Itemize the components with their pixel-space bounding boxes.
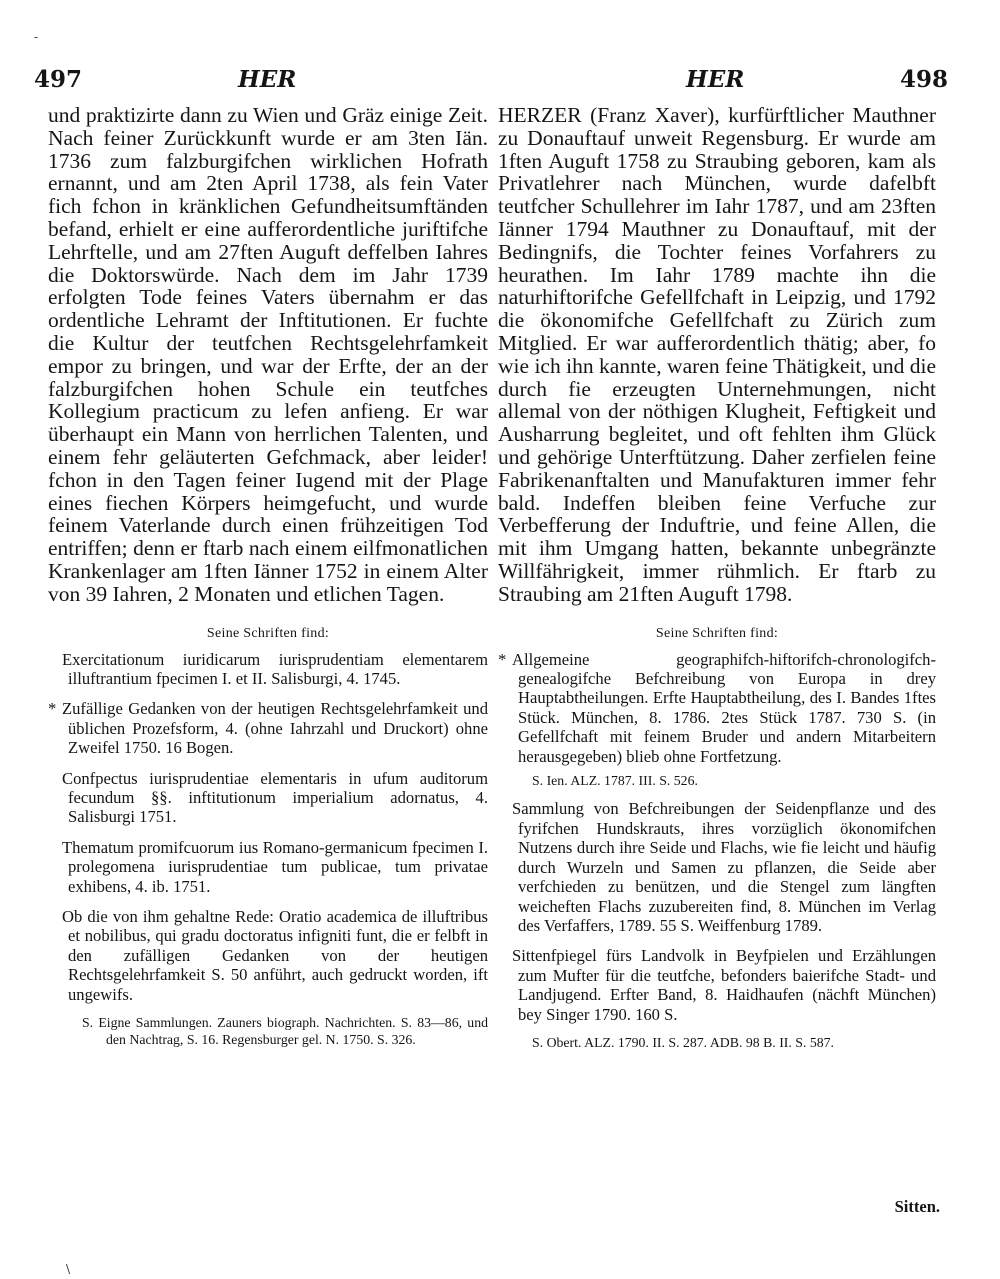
right-body-paragraph: HERZER (Franz Xaver), kurfürftlicher Mauthner zu Donauftauf unweit Regensburg. Er wurde am 1ften Auguft 1758 zu Straubing geboren, kam als Privatlehrer nach München, wurde dafelbft teutfcher Schullehrer im Iahr 1787, und am 23ften Iänner 1794 Mauthner zu Donauftauf, mit der Bedingnifs, die Tochter feines Vorfahrers zu heurathen. Im Iahr 1789 machte ihn die naturhiftorifche Gefellfchaft in Leipzig, und 1792 die ökonomifche Gefellfchaft zu Zürich zum Mitglied. Er war aufferordentlich thätig; aber, fo wie ich ihn kannte, waren feine Thätigkeit, und die durch fie erzeugten Unternehmungen, nicht allemal von der nöthigen Klugheit, Feftigkeit und Ausharrung begleitet, und oft fehlten ihm Glück und gehörige Unterftützung. Daher zerfielen feine Fabrikenanftalten und Manufakturen immer fehr bald. Indeffen bleiben feine Verfuche zur Verbefferung der Induftrie, und feine Allen, die mit ihm Umgang hatten, bekannte unbegränzte Willfährigkeit, immer rühmlich. Er ftarb zu Straubing am 21ften Auguft 1798. xyxy=(498,103,936,606)
running-head-right: HER xyxy=(686,66,745,93)
right-entry-3: Sittenfpiegel fürs Landvolk in Beyfpielen und Erzählungen zum Mufter für die teutfche, befonders baierifche Stadt- und Landjugend. Erfter Band, 8. Haidhaufen (nächft München) bey Singer 1790. 160 S. xyxy=(512,946,936,1024)
left-entry-5: Ob die von ihm gehaltne Rede: Oratio academica de illuftribus et nobilibus, qui gradu doctoratus infigniti funt, die er felbft in den zufälligen Gedanken von der heutigen Rechtsgelehrfamkeit S. 50 anführt, auch gedruckt worden, ift ungewifs. xyxy=(62,907,488,1004)
catchword: Sitten. xyxy=(894,1197,940,1216)
left-entry-1: Exercitationum iuridicarum iurisprudentiam elementarem illuftrantium fpecimen I. et II. Salisburgi, 4. 1745. xyxy=(62,649,488,688)
left-entry-3: Confpectus iurisprudentiae elementaris in ufum auditorum fecundum §§. inftitutionum imperialium adornatus, 4. Salisburgi 1751. xyxy=(62,768,488,827)
right-column xyxy=(498,104,936,1051)
page-number-right: 498 xyxy=(900,66,949,93)
scan-speck: - xyxy=(34,30,39,44)
right-entry-1: * Allgemeine geographifch-hiftorifch-chronologifch-genealogifche Befchreibung von Europa in drey Hauptabtheilungen. Erfte Hauptabtheilung, des I. Bandes 1ftes Stück. München, 8. 1786. 2tes Stück 1787. 730 S. (in Gefellfchaft mit feinem Bruder und andern Mitarbeitern herausgegeben) blieb ohne Fortfetzung. xyxy=(498,649,936,766)
left-column xyxy=(48,104,488,1048)
page-number-left: 497 xyxy=(34,66,83,93)
right-writings-heading: Seine Schriften find: xyxy=(655,625,779,641)
left-entry-4: Thematum promifcuorum ius Romano-germanicum fpecimen I. prolegomena iurisprudentiae tum publicae, tum privatae exhibens, 4. ib. 1751. xyxy=(62,837,488,896)
left-body-paragraph: und praktizirte dann zu Wien und Gräz einige Zeit. Nach feiner Zurückkunft wurde er am 3ten Iän. 1736 zum falzburgifchen wirklichen Hofrath ernannt, und am 2ten April 1738, als fein Vater fich fchon in kränklichen Gefundheitsumftänden befand, erhielt er eine aufferordentliche juriftifche Lehrftelle, und am 27ften Auguft deffelben Iahres die Doktorswürde. Nach dem im Jahr 1739 erfolgten Tode feines Vaters übernahm er das ordentliche Lehramt der Inftitutionen. Er fuchte die Kultur der teutfchen Rechtsgelehrfamkeit empor zu bringen, und war der Erfte, der an der falzburgifchen hohen Schule ein teutfches Kollegium practicum zu lefen anfieng. Er war überhaupt ein Mann von herrlichen Talenten, und einem fehr geläuterten Gefchmack, aber leider! fchon in den Tagen feiner Iugend mit der Plage eines fiechen Körpers heimgefucht, und wurde feinem Vaterlande durch einen frühzeitigen Tod entriffen; denn er ftarb nach einem eilfmonatlichen Krankenlager am 1ften Iänner 1752 in einem Alter von 39 Iahren, 2 Monaten und etlichen Tagen. xyxy=(48,103,488,606)
left-entry-2: * Zufällige Gedanken von der heutigen Rechtsgelehrfamkeit und üblichen Prozefsform, 4. (ohne Iahrzahl und Druckort) ohne Zweifel 1750. 16 Bogen. xyxy=(48,699,488,758)
right-reference-1: S. Ien. ALZ. 1787. III. S. 526. xyxy=(532,772,698,788)
scan-speck-bottom: \ xyxy=(66,1262,71,1276)
right-entry-2: Sammlung von Befchreibungen der Seidenpflanze und des fyrifchen Hundskrauts, ihres vorzüglich ökonomifchen Nutzens durch ihre Seide und Flachs, wie fie leicht und häufig durch Wurzeln und Samen zu pflanzen, die Seide aber verfchieden zu benützen, und die Stengel zum längften weicheften Flachs zuzubereiten find, 8. München im Verlag des Verfaffers, 1789. 55 S. Weiffenburg 1789. xyxy=(512,799,936,935)
running-head-left: HER xyxy=(238,66,297,93)
left-reference: S. Eigne Sammlungen. Zauners biograph. Nachrichten. S. 83—86, und den Nachtrag, S. 16. Regensburger gel. N. 1750. S. 326. xyxy=(82,1015,488,1047)
left-writings-heading: Seine Schriften find: xyxy=(206,625,330,641)
right-reference-2: S. Obert. ALZ. 1790. II. S. 287. ADB. 98 B. II. S. 587. xyxy=(532,1034,835,1050)
